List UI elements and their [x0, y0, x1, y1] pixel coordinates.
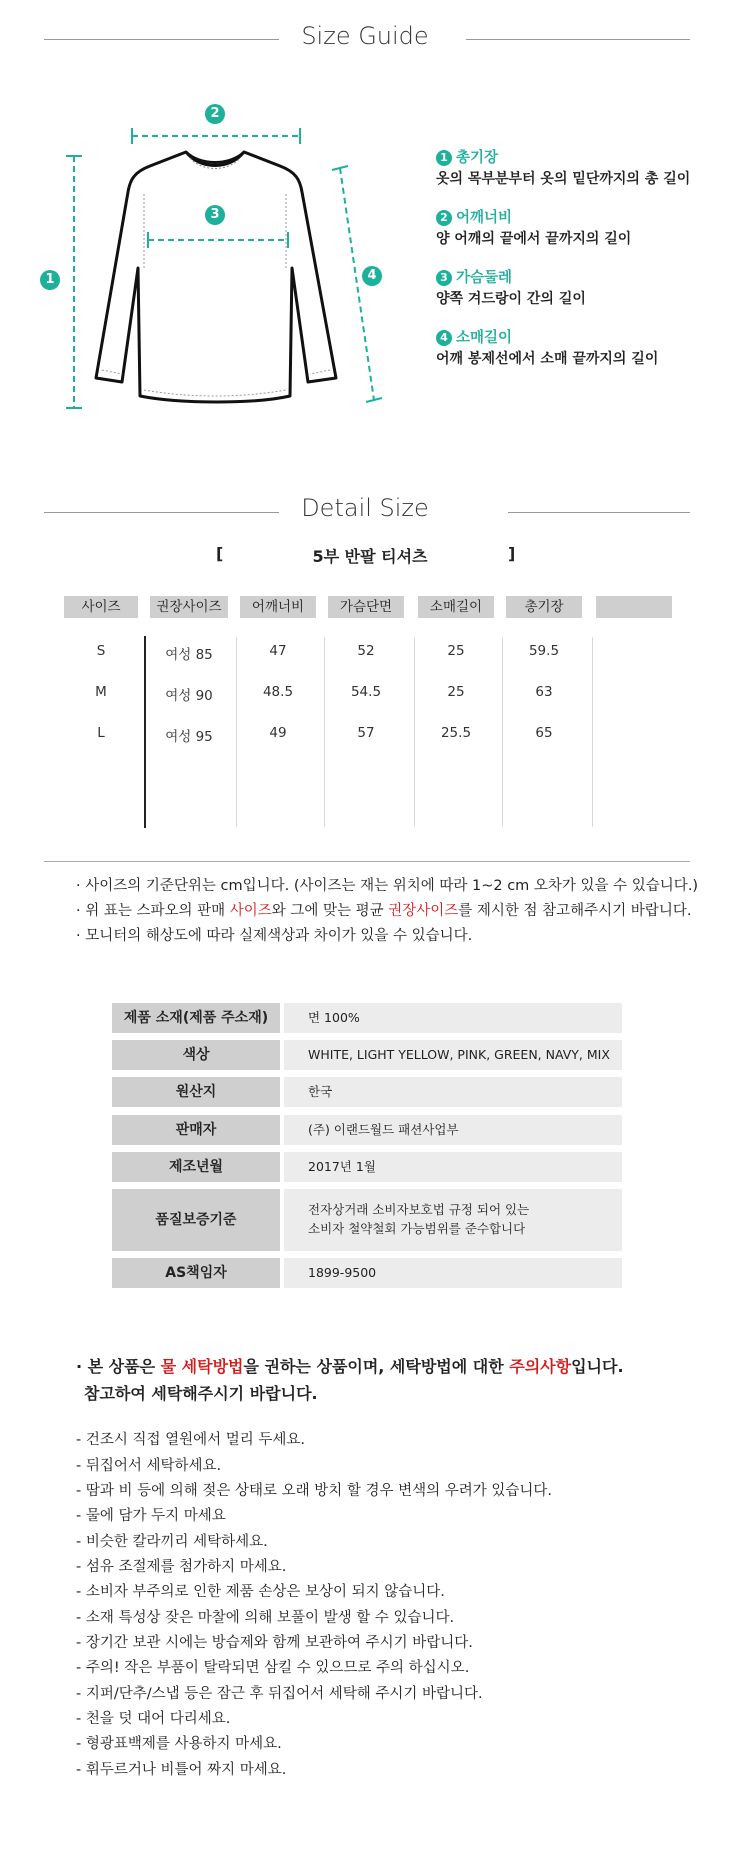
header-recommended: 권장사이즈 — [150, 596, 228, 618]
marker-1: 1 — [40, 270, 60, 290]
table-cell: 25 — [447, 643, 465, 659]
care-item: - 휘두르거나 비틀어 짜지 마세요. — [76, 1762, 287, 1778]
table-cell: 49 — [269, 725, 287, 741]
care-item: - 뒤집어서 세탁하세요. — [76, 1458, 222, 1474]
care-item: - 소비자 부주의로 인한 제품 손상은 보상이 되지 않습니다. — [76, 1584, 445, 1600]
marker-4: 4 — [362, 266, 382, 286]
col-line — [592, 637, 593, 827]
table-cell: S — [96, 643, 106, 659]
bracket-close: ] — [508, 544, 516, 563]
spec-value-origin: 한국 — [284, 1077, 622, 1107]
product-name: 5부 반팔 티셔츠 — [312, 547, 428, 566]
spec-value-seller: (주) 이랜드월드 패션사업부 — [284, 1115, 622, 1145]
header-empty — [596, 596, 672, 618]
header-shoulder: 어깨너비 — [240, 596, 316, 618]
care-item: - 건조시 직접 열원에서 멀리 두세요. — [76, 1432, 305, 1448]
spec-value-mfg-date: 2017년 1월 — [284, 1152, 622, 1182]
spec-label-warranty: 품질보증기준 — [112, 1189, 280, 1251]
legend-shoulder-width: 2 어깨너비 양 어깨의 끝에서 끝까지의 길이 — [436, 210, 632, 247]
spec-label-origin: 원산지 — [112, 1077, 280, 1107]
detail-size-title: Detail Size — [0, 494, 730, 522]
legend-sleeve: 4 소매길이 어깨 봉제선에서 소매 끝까지의 길이 — [436, 330, 659, 367]
table-cell: 47 — [269, 643, 287, 659]
table-cell: 52 — [357, 643, 375, 659]
legend-total-length: 1 총기장 옷의 목부분부터 옷의 밑단까지의 총 길이 — [436, 150, 691, 187]
note-table: · 위 표는 스파오의 판매 사이즈와 그에 맞는 평균 권장사이즈를 제시한 점 참고해주시기 바랍니다. — [76, 903, 692, 919]
spec-value-as: 1899-9500 — [284, 1258, 622, 1288]
col-line — [502, 637, 503, 827]
header-chest: 가슴단면 — [328, 596, 404, 618]
care-item: - 비슷한 칼라끼리 세탁하세요. — [76, 1534, 268, 1550]
table-cell: 여성 90 — [165, 688, 213, 704]
spec-value-material: 면 100% — [284, 1003, 622, 1033]
care-intro: · 본 상품은 물 세탁방법을 권하는 상품이며, 세탁방법에 대한 주의사항입니다. — [76, 1357, 624, 1376]
header-sleeve: 소매길이 — [418, 596, 494, 618]
table-cell: 25.5 — [440, 725, 472, 741]
header-total-length: 총기장 — [506, 596, 582, 618]
care-item: - 장기간 보관 시에는 방습제와 함께 보관하여 주시기 바랍니다. — [76, 1635, 473, 1651]
care-intro-2: 참고하여 세탁해주시기 바랍니다. — [84, 1384, 318, 1403]
table-cell: 25 — [447, 684, 465, 700]
marker-2: 2 — [205, 104, 225, 124]
legend-chest: 3 가슴둘레 양쪽 겨드랑이 간의 길이 — [436, 270, 586, 307]
table-cell: 48.5 — [262, 684, 294, 700]
col-line — [414, 637, 415, 827]
spec-label-color: 색상 — [112, 1040, 280, 1070]
table-cell: L — [97, 725, 105, 741]
size-guide-title: Size Guide — [0, 22, 730, 50]
note-unit: · 사이즈의 기준단위는 cm입니다. (사이즈는 재는 위치에 따라 1~2 cm 오차가 있을 수 있습니다.) — [76, 878, 699, 894]
care-item: - 지퍼/단추/스냅 등은 잠근 후 뒤집어서 세탁해 주시기 바랍니다. — [76, 1686, 483, 1702]
care-item: - 주의! 작은 부품이 탈락되면 삼킬 수 있으므로 주의 하십시오. — [76, 1660, 470, 1676]
bracket-open: [ — [216, 544, 224, 563]
table-divider — [144, 636, 146, 828]
note-monitor: · 모니터의 해상도에 따라 실제색상과 차이가 있을 수 있습니다. — [76, 928, 473, 944]
spec-label-mfg-date: 제조년월 — [112, 1152, 280, 1182]
tshirt-outline — [96, 152, 336, 402]
care-item: - 물에 담가 두지 마세요 — [76, 1508, 226, 1524]
spec-value-color: WHITE, LIGHT YELLOW, PINK, GREEN, NAVY, MIX — [284, 1040, 622, 1070]
marker-3: 3 — [205, 205, 225, 225]
spec-label-as: AS책임자 — [112, 1258, 280, 1288]
spec-label-seller: 판매자 — [112, 1115, 280, 1145]
header-size: 사이즈 — [64, 596, 138, 618]
table-cell: 여성 85 — [165, 647, 213, 663]
tshirt-diagram — [40, 100, 400, 420]
table-cell: M — [95, 684, 107, 700]
col-line — [236, 637, 237, 827]
spec-value-warranty: 전자상거래 소비자보호법 규정 되어 있는 소비자 철약철회 가능범위를 준수합니다 — [284, 1189, 622, 1251]
col-line — [324, 637, 325, 827]
care-item: - 형광표백제를 사용하지 마세요. — [76, 1736, 282, 1752]
table-cell: 54.5 — [350, 684, 382, 700]
spec-label-material: 제품 소재(제품 주소재) — [112, 1003, 280, 1033]
table-cell: 59.5 — [528, 643, 560, 659]
table-cell: 63 — [535, 684, 553, 700]
care-item: - 섬유 조절제를 첨가하지 마세요. — [76, 1559, 287, 1575]
notes-rule — [44, 861, 690, 862]
care-item: - 땀과 비 등에 의해 젖은 상태로 오래 방치 할 경우 변색의 우려가 있습니다. — [76, 1483, 552, 1499]
care-item: - 천을 덧 대어 다리세요. — [76, 1711, 231, 1727]
table-cell: 65 — [535, 725, 553, 741]
table-cell: 57 — [357, 725, 375, 741]
care-item: - 소재 특성상 잦은 마찰에 의해 보풀이 발생 할 수 있습니다. — [76, 1610, 455, 1626]
table-cell: 여성 95 — [165, 729, 213, 745]
